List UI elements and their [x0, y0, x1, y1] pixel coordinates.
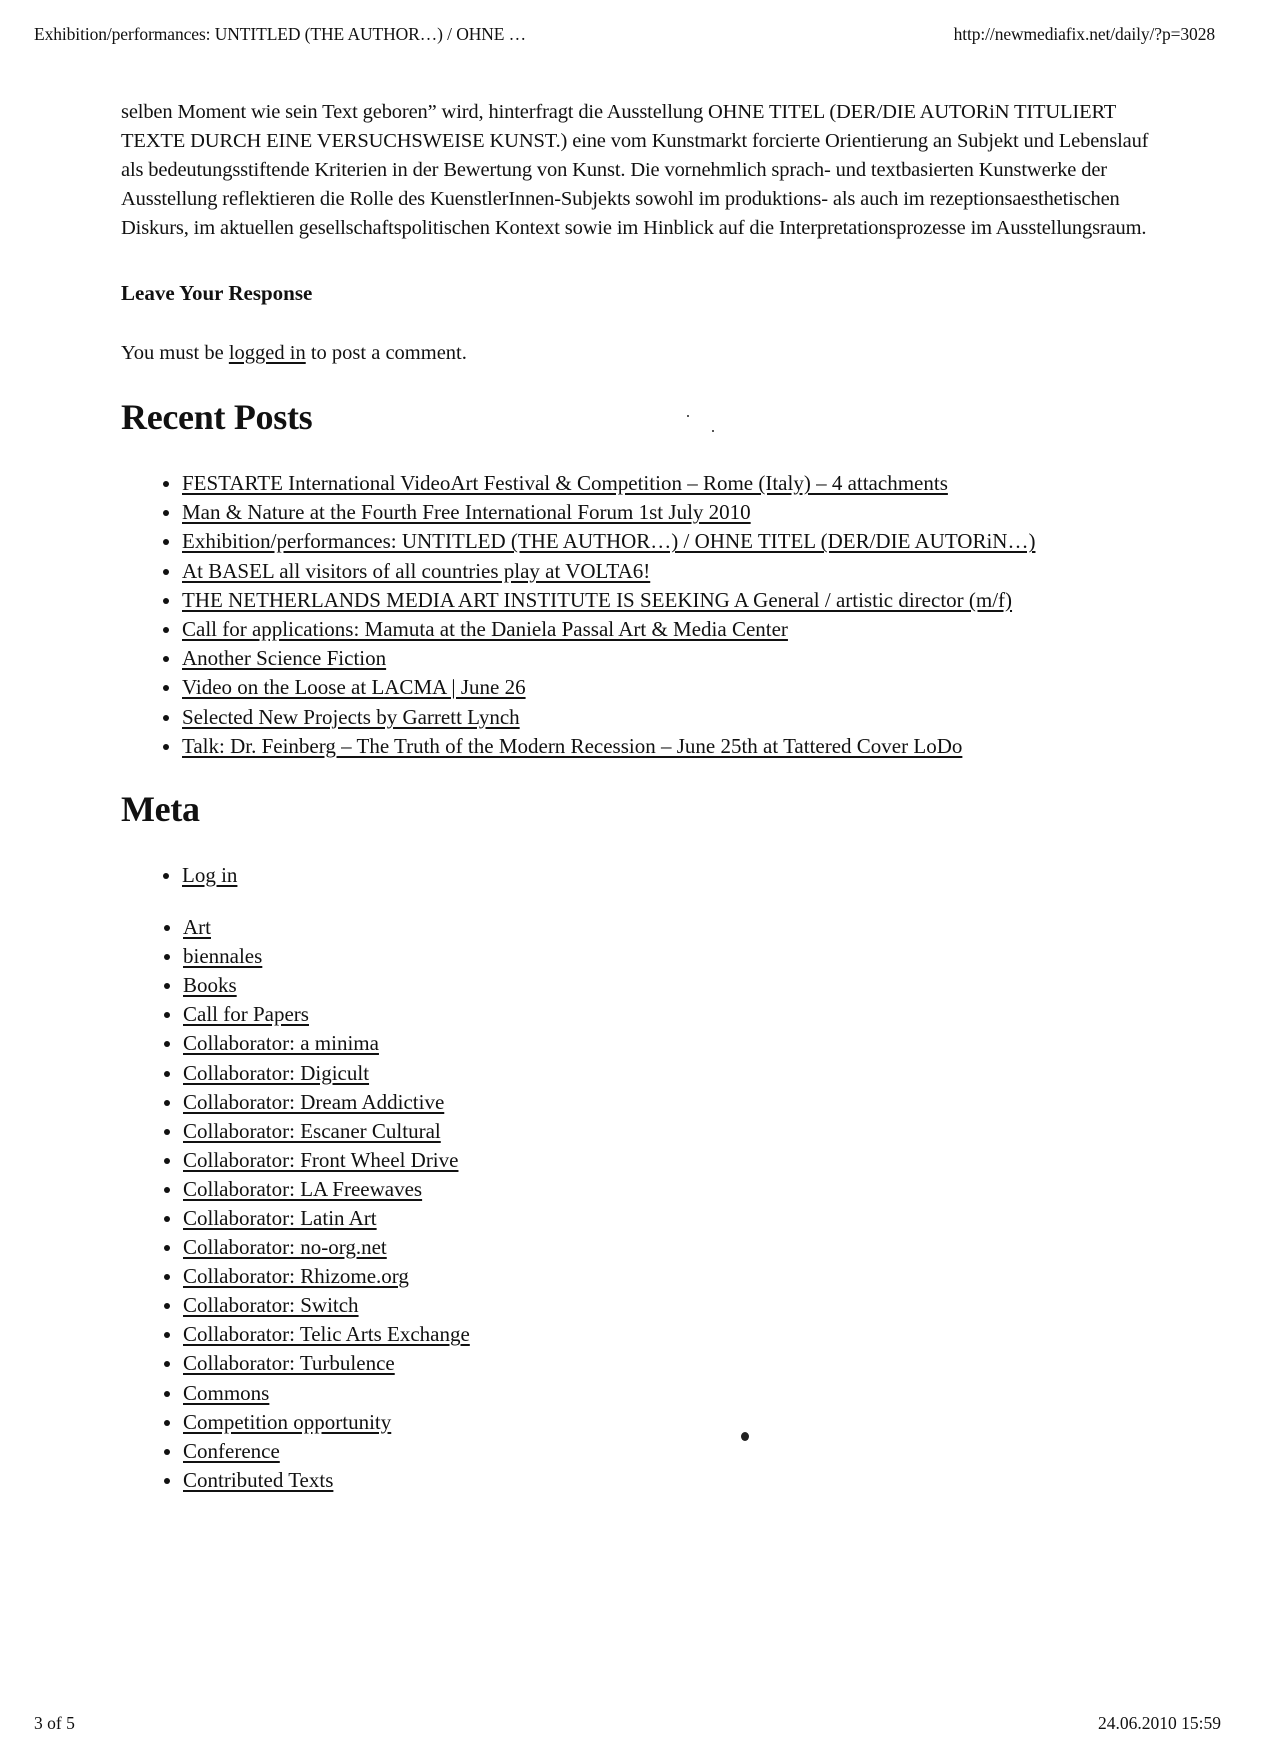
category-item — [183, 942, 1151, 971]
page-content — [121, 98, 1151, 1495]
recent-post-item — [182, 732, 1151, 761]
recent-post-item — [182, 498, 1151, 527]
logged-in-link[interactable]: logged in — [228, 342, 306, 364]
category-link[interactable]: Collaborator: a minima — [183, 1031, 379, 1056]
category-item — [183, 1059, 1151, 1088]
category-link[interactable]: Collaborator: Digicult — [183, 1060, 370, 1085]
recent-post-link[interactable]: Selected New Projects by Garrett Lynch — [182, 704, 520, 729]
recent-post-item — [182, 586, 1151, 615]
recent-post-link[interactable]: Video on the Loose at LACMA | June 26 — [182, 675, 526, 700]
meta-list — [121, 861, 1151, 890]
recent-post-link[interactable]: Another Science Fiction — [182, 646, 387, 671]
category-item — [183, 971, 1151, 1000]
category-link[interactable]: Collaborator: Switch — [183, 1293, 359, 1318]
page-number: 3 of 5 — [34, 1713, 75, 1733]
recent-post-item — [182, 644, 1151, 673]
category-link[interactable]: Collaborator: Dream Addictive — [183, 1089, 445, 1114]
category-link[interactable]: Competition opportunity — [183, 1409, 392, 1434]
category-item — [183, 1437, 1151, 1466]
login-required-note — [121, 339, 1151, 367]
category-item — [183, 1029, 1151, 1058]
category-list — [121, 913, 1151, 1495]
print-header-url: http://newmediafix.net/daily/?p=3028 — [953, 24, 1215, 44]
category-item — [183, 1146, 1151, 1175]
recent-post-link[interactable]: Call for applications: Mamuta at the Daniela Passal Art & Media Center — [182, 617, 788, 642]
category-item — [183, 1000, 1151, 1029]
recent-post-link[interactable]: Exhibition/performances: UNTITLED (THE AUTHOR…) / OHNE TITEL (DER/DIE AUTORiN…) — [182, 529, 1036, 554]
category-item — [183, 1379, 1151, 1408]
meta-heading: Meta — [121, 789, 200, 830]
category-link[interactable]: Collaborator: LA Freewaves — [183, 1176, 423, 1201]
category-item — [183, 1204, 1151, 1233]
category-link[interactable]: Collaborator: Turbulence — [183, 1351, 395, 1376]
article-body-text: selben Moment wie sein Text geboren” wird, hinterfragt die Ausstellung OHNE TITEL (DER/DIE AUTORiN TITULIERT TEXTE DURCH EINE VERSUCHSWEISE KUNST.) eine vom Kunstmarkt forcierte Orientierung an Subjekt und Lebenslauf als bedeutungsstiftende Kriterien in der Bewertung von Kunst. Die vornehmlich sprach- und textbasierten Kunstwerke der Ausstellung reflektieren die Rolle des KuenstlerInnen-Subjekts sowohl im produktions- als auch im rezeptionsaesthetischen Diskurs, im aktuellen gesellschaftspolitischen Kontext sowie im Hinblick auf die Interpretationsprozesse im Ausstellungsraum. — [121, 101, 1149, 239]
category-link[interactable]: Collaborator: no-org.net — [183, 1235, 387, 1260]
recent-post-link[interactable]: Talk: Dr. Feinberg – The Truth of the Modern Recession – June 25th at Tattered Cover LoDo — [182, 733, 963, 758]
category-item — [183, 913, 1151, 942]
recent-post-item — [182, 557, 1151, 586]
category-link[interactable]: biennales — [183, 944, 263, 969]
log-in-link[interactable]: Log in — [182, 863, 238, 888]
login-note-suffix: to post a comment. — [305, 342, 467, 364]
recent-post-link[interactable]: At BASEL all visitors of all countries play at VOLTA6! — [182, 558, 651, 583]
recent-post-link[interactable]: Man & Nature at the Fourth Free International Forum 1st July 2010 — [182, 500, 751, 525]
recent-post-link[interactable]: FESTARTE International VideoArt Festival & Competition – Rome (Italy) – 4 attachments — [182, 471, 948, 495]
login-note-prefix: You must be — [121, 342, 229, 364]
category-link[interactable]: Conference — [183, 1438, 280, 1463]
recent-posts-list — [121, 469, 1151, 761]
recent-post-item — [182, 615, 1151, 644]
category-link[interactable]: Collaborator: Telic Arts Exchange — [183, 1322, 470, 1347]
recent-post-item — [182, 703, 1151, 732]
category-link[interactable]: Collaborator: Rhizome.org — [183, 1264, 409, 1289]
print-header-title: Exhibition/performances: UNTITLED (THE AUTHOR…) / OHNE … — [34, 24, 527, 44]
recent-post-link[interactable]: THE NETHERLANDS MEDIA ART INSTITUTE IS SEEKING A General / artistic director (m/f) — [182, 587, 1013, 612]
scan-speck — [741, 1432, 749, 1441]
category-link[interactable]: Collaborator: Front Wheel Drive — [183, 1147, 459, 1172]
category-item — [183, 1233, 1151, 1262]
print-datetime: 24.06.2010 15:59 — [1098, 1713, 1221, 1733]
category-link[interactable]: Books — [183, 973, 237, 998]
category-item — [183, 1262, 1151, 1291]
scan-speck — [687, 415, 689, 417]
category-item — [183, 1349, 1151, 1378]
category-item — [183, 1408, 1151, 1437]
category-item — [183, 1117, 1151, 1146]
leave-response-heading: Leave Your Response — [121, 281, 313, 305]
recent-post-item — [182, 673, 1151, 702]
recent-post-item — [182, 527, 1151, 556]
category-item — [183, 1088, 1151, 1117]
category-link[interactable]: Call for Papers — [183, 1002, 309, 1027]
category-link[interactable]: Collaborator: Latin Art — [183, 1205, 377, 1230]
category-item — [183, 1466, 1151, 1495]
category-link[interactable]: Commons — [183, 1380, 270, 1405]
category-link[interactable]: Art — [183, 915, 211, 940]
category-item — [183, 1320, 1151, 1349]
print-footer — [34, 1711, 1221, 1735]
meta-item — [182, 861, 1151, 890]
category-link[interactable]: Collaborator: Escaner Cultural — [183, 1118, 441, 1143]
category-item — [183, 1291, 1151, 1320]
category-link[interactable]: Contributed Texts — [183, 1467, 334, 1492]
recent-posts-heading: Recent Posts — [121, 397, 313, 437]
recent-post-item — [182, 469, 1151, 498]
category-item — [183, 1175, 1151, 1204]
print-header — [34, 22, 1215, 46]
scan-speck — [712, 430, 714, 432]
